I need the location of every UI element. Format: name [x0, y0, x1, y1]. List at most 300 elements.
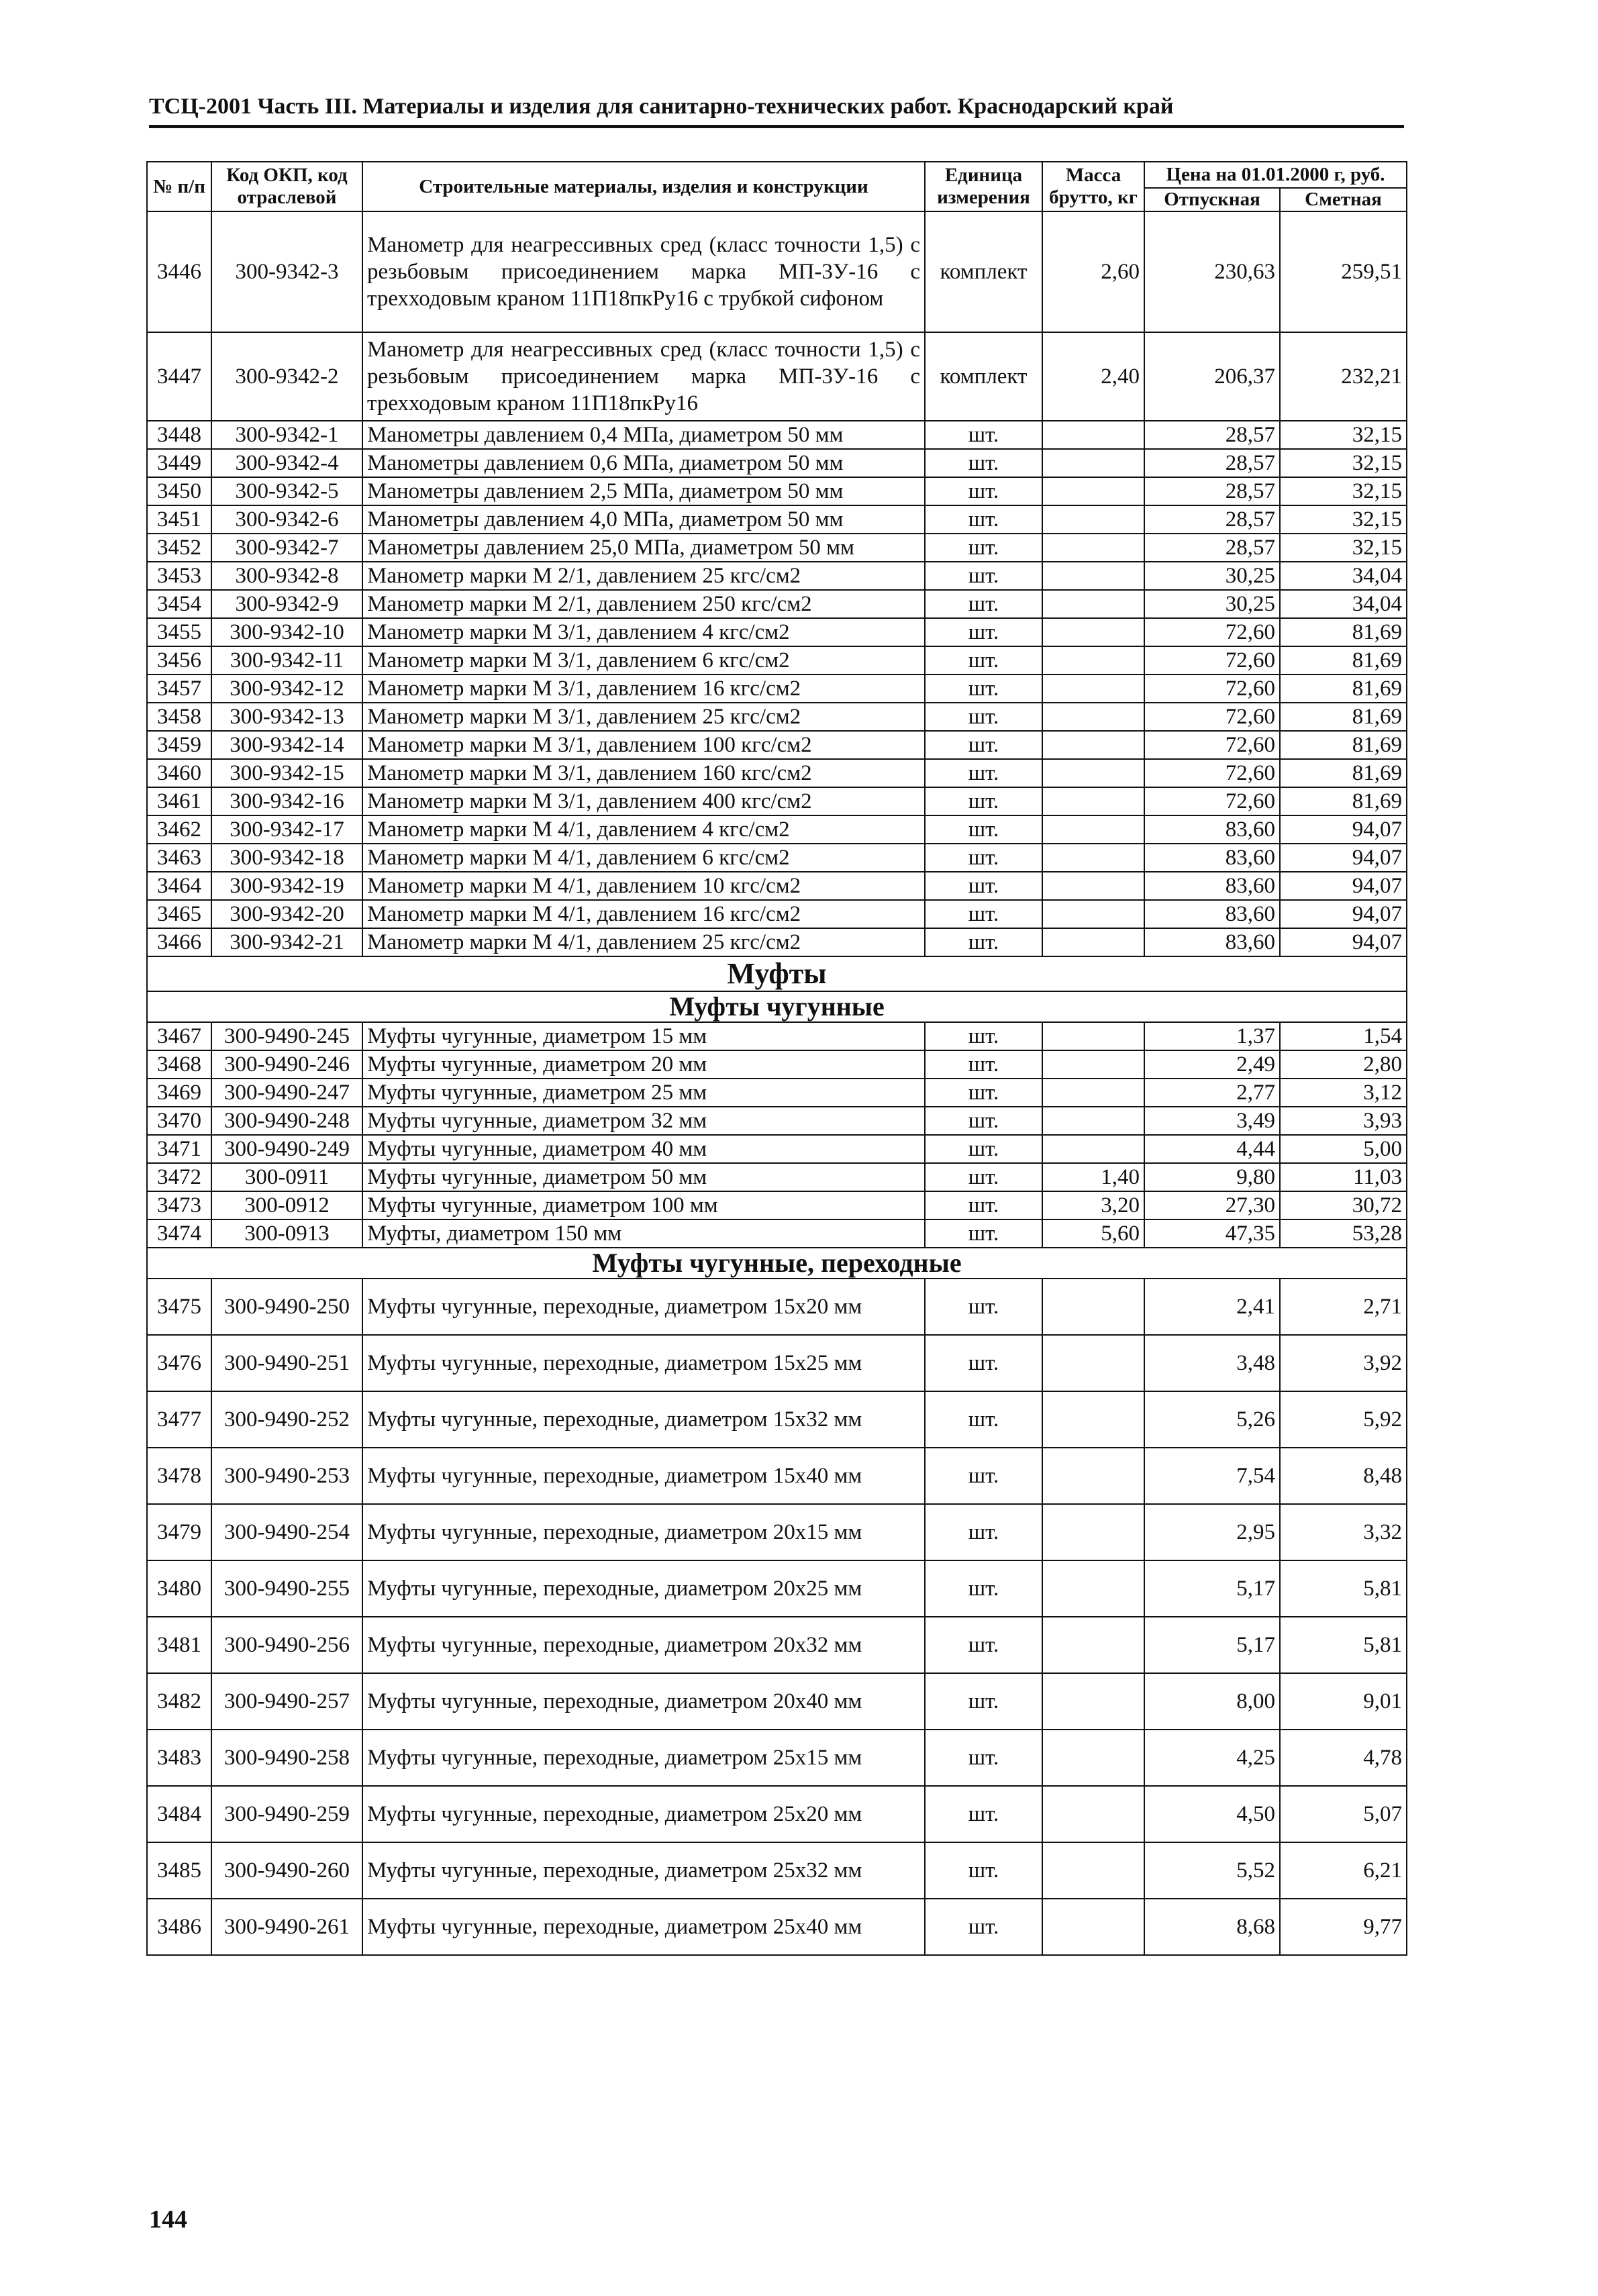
page-number: 144 — [149, 2205, 187, 2234]
release-price: 28,57 — [1144, 505, 1280, 534]
material-name: Муфты чугунные, диаметром 25 мм — [362, 1079, 925, 1107]
okp-code: 300-9342-14 — [211, 731, 362, 759]
unit-of-measure: шт. — [925, 1391, 1042, 1448]
unit-of-measure: шт. — [925, 1673, 1042, 1730]
material-name: Муфты чугунные, диаметром 50 мм — [362, 1163, 925, 1191]
row-number: 3463 — [147, 844, 211, 872]
gross-mass — [1042, 1673, 1144, 1730]
okp-code: 300-9342-3 — [211, 211, 362, 332]
release-price: 72,60 — [1144, 731, 1280, 759]
table-row — [147, 505, 1407, 534]
table-row — [147, 477, 1407, 505]
release-price: 3,49 — [1144, 1107, 1280, 1135]
material-name: Муфты чугунные, переходные, диаметром 15х25 мм — [362, 1335, 925, 1391]
col-unit-header: Единица измерения — [925, 162, 1042, 211]
release-price: 5,52 — [1144, 1842, 1280, 1899]
estimate-price: 5,07 — [1280, 1786, 1407, 1842]
material-name: Манометры давлением 2,5 МПа, диаметром 50 мм — [362, 477, 925, 505]
release-price: 2,49 — [1144, 1050, 1280, 1079]
release-price: 27,30 — [1144, 1191, 1280, 1219]
estimate-price: 2,71 — [1280, 1279, 1407, 1335]
row-number: 3448 — [147, 421, 211, 449]
table-row — [147, 1022, 1407, 1050]
row-number: 3468 — [147, 1050, 211, 1079]
release-price: 72,60 — [1144, 703, 1280, 731]
estimate-price: 81,69 — [1280, 618, 1407, 646]
unit-of-measure: шт. — [925, 1730, 1042, 1786]
row-number: 3479 — [147, 1504, 211, 1560]
release-price: 72,60 — [1144, 759, 1280, 787]
release-price: 3,48 — [1144, 1335, 1280, 1391]
gross-mass — [1042, 534, 1144, 562]
unit-of-measure: шт. — [925, 505, 1042, 534]
unit-of-measure: шт. — [925, 1163, 1042, 1191]
estimate-price: 3,93 — [1280, 1107, 1407, 1135]
unit-of-measure: шт. — [925, 1504, 1042, 1560]
estimate-price: 5,00 — [1280, 1135, 1407, 1163]
okp-code: 300-9342-1 — [211, 421, 362, 449]
row-number: 3476 — [147, 1335, 211, 1391]
unit-of-measure: шт. — [925, 1135, 1042, 1163]
material-name: Муфты чугунные, диаметром 100 мм — [362, 1191, 925, 1219]
subsection-heading-row — [147, 991, 1407, 1022]
okp-code: 300-9342-12 — [211, 675, 362, 703]
okp-code: 300-9342-20 — [211, 900, 362, 928]
gross-mass — [1042, 1107, 1144, 1135]
gross-mass — [1042, 1560, 1144, 1617]
estimate-price: 232,21 — [1280, 332, 1407, 421]
table-row — [147, 731, 1407, 759]
material-name: Манометр марки М 3/1, давлением 16 кгс/см2 — [362, 675, 925, 703]
unit-of-measure: шт. — [925, 1560, 1042, 1617]
material-name: Муфты чугунные, переходные, диаметром 15х20 мм — [362, 1279, 925, 1335]
estimate-price: 4,78 — [1280, 1730, 1407, 1786]
table-row — [147, 1786, 1407, 1842]
okp-code: 300-9490-251 — [211, 1335, 362, 1391]
material-name: Муфты чугунные, переходные, диаметром 15х32 мм — [362, 1391, 925, 1448]
material-name: Манометр марки М 3/1, давлением 100 кгс/см2 — [362, 731, 925, 759]
unit-of-measure: шт. — [925, 787, 1042, 815]
section-heading-row — [147, 956, 1407, 991]
okp-code: 300-9342-18 — [211, 844, 362, 872]
estimate-price: 259,51 — [1280, 211, 1407, 332]
gross-mass — [1042, 1899, 1144, 1955]
table-row — [147, 1107, 1407, 1135]
unit-of-measure: шт. — [925, 1899, 1042, 1955]
okp-code: 300-9490-254 — [211, 1504, 362, 1560]
gross-mass — [1042, 1730, 1144, 1786]
row-number: 3457 — [147, 675, 211, 703]
material-name: Манометр марки М 3/1, давлением 6 кгс/см2 — [362, 646, 925, 675]
row-number: 3486 — [147, 1899, 211, 1955]
materials-table — [146, 161, 1407, 1956]
gross-mass: 2,40 — [1042, 332, 1144, 421]
unit-of-measure: шт. — [925, 1219, 1042, 1248]
release-price: 72,60 — [1144, 675, 1280, 703]
okp-code: 300-9342-19 — [211, 872, 362, 900]
okp-code: 300-9342-21 — [211, 928, 362, 956]
unit-of-measure: шт. — [925, 1617, 1042, 1673]
release-price: 9,80 — [1144, 1163, 1280, 1191]
material-name: Муфты чугунные, диаметром 40 мм — [362, 1135, 925, 1163]
row-number: 3467 — [147, 1022, 211, 1050]
row-number: 3450 — [147, 477, 211, 505]
row-number: 3453 — [147, 562, 211, 590]
gross-mass — [1042, 1504, 1144, 1560]
gross-mass: 3,20 — [1042, 1191, 1144, 1219]
row-number: 3465 — [147, 900, 211, 928]
gross-mass — [1042, 1079, 1144, 1107]
estimate-price: 8,48 — [1280, 1448, 1407, 1504]
unit-of-measure: шт. — [925, 1107, 1042, 1135]
release-price: 1,37 — [1144, 1022, 1280, 1050]
estimate-price: 9,77 — [1280, 1899, 1407, 1955]
material-name: Манометры давлением 0,6 МПа, диаметром 50 мм — [362, 449, 925, 477]
unit-of-measure: шт. — [925, 590, 1042, 618]
col-num-header: № п/п — [147, 162, 211, 211]
unit-of-measure: шт. — [925, 1279, 1042, 1335]
okp-code: 300-9342-11 — [211, 646, 362, 675]
gross-mass — [1042, 421, 1144, 449]
estimate-price: 30,72 — [1280, 1191, 1407, 1219]
estimate-price: 3,32 — [1280, 1504, 1407, 1560]
gross-mass — [1042, 844, 1144, 872]
material-name: Манометр марки М 3/1, давлением 160 кгс/см2 — [362, 759, 925, 787]
row-number: 3459 — [147, 731, 211, 759]
table-body — [147, 211, 1407, 1955]
gross-mass — [1042, 872, 1144, 900]
table-row — [147, 675, 1407, 703]
unit-of-measure: шт. — [925, 1786, 1042, 1842]
unit-of-measure: шт. — [925, 900, 1042, 928]
col-price-header: Цена на 01.01.2000 г, руб. — [1144, 162, 1407, 188]
okp-code: 300-9342-4 — [211, 449, 362, 477]
okp-code: 300-9490-248 — [211, 1107, 362, 1135]
material-name: Муфты чугунные, переходные, диаметром 20х40 мм — [362, 1673, 925, 1730]
release-price: 72,60 — [1144, 618, 1280, 646]
row-number: 3446 — [147, 211, 211, 332]
release-price: 72,60 — [1144, 787, 1280, 815]
row-number: 3477 — [147, 1391, 211, 1448]
unit-of-measure: шт. — [925, 731, 1042, 759]
gross-mass — [1042, 1135, 1144, 1163]
row-number: 3472 — [147, 1163, 211, 1191]
table-row — [147, 1335, 1407, 1391]
gross-mass — [1042, 928, 1144, 956]
material-name: Муфты чугунные, диаметром 32 мм — [362, 1107, 925, 1135]
okp-code: 300-9342-6 — [211, 505, 362, 534]
gross-mass: 2,60 — [1042, 211, 1144, 332]
estimate-price: 6,21 — [1280, 1842, 1407, 1899]
okp-code: 300-9342-8 — [211, 562, 362, 590]
estimate-price: 81,69 — [1280, 675, 1407, 703]
table-row — [147, 928, 1407, 956]
table-row — [147, 534, 1407, 562]
page-header: ТСЦ-2001 Часть III. Материалы и изделия для санитарно-технических работ. Краснодарский край — [149, 94, 1404, 128]
section-heading: Муфты — [147, 956, 1407, 991]
gross-mass — [1042, 590, 1144, 618]
table-row — [147, 703, 1407, 731]
okp-code: 300-9342-15 — [211, 759, 362, 787]
gross-mass — [1042, 505, 1144, 534]
okp-code: 300-9490-256 — [211, 1617, 362, 1673]
subsection-heading: Муфты чугунные — [147, 991, 1407, 1022]
row-number: 3456 — [147, 646, 211, 675]
material-name: Муфты чугунные, переходные, диаметром 15х40 мм — [362, 1448, 925, 1504]
estimate-price: 81,69 — [1280, 759, 1407, 787]
release-price: 4,50 — [1144, 1786, 1280, 1842]
material-name: Муфты чугунные, переходные, диаметром 20х25 мм — [362, 1560, 925, 1617]
estimate-price: 5,81 — [1280, 1560, 1407, 1617]
material-name: Муфты чугунные, переходные, диаметром 25х20 мм — [362, 1786, 925, 1842]
okp-code: 300-9342-10 — [211, 618, 362, 646]
okp-code: 300-9490-246 — [211, 1050, 362, 1079]
okp-code: 300-9490-259 — [211, 1786, 362, 1842]
table-row — [147, 900, 1407, 928]
release-price: 83,60 — [1144, 815, 1280, 844]
unit-of-measure: шт. — [925, 928, 1042, 956]
row-number: 3466 — [147, 928, 211, 956]
row-number: 3481 — [147, 1617, 211, 1673]
estimate-price: 32,15 — [1280, 449, 1407, 477]
col-code-header: Код ОКП, код отраслевой — [211, 162, 362, 211]
release-price: 83,60 — [1144, 900, 1280, 928]
gross-mass — [1042, 1448, 1144, 1504]
release-price: 7,54 — [1144, 1448, 1280, 1504]
gross-mass — [1042, 1022, 1144, 1050]
unit-of-measure: шт. — [925, 1022, 1042, 1050]
material-name: Манометр марки М 2/1, давлением 250 кгс/см2 — [362, 590, 925, 618]
table-row — [147, 590, 1407, 618]
gross-mass: 1,40 — [1042, 1163, 1144, 1191]
gross-mass — [1042, 900, 1144, 928]
estimate-price: 32,15 — [1280, 534, 1407, 562]
estimate-price: 34,04 — [1280, 590, 1407, 618]
row-number: 3478 — [147, 1448, 211, 1504]
col-mass-header: Масса брутто, кг — [1042, 162, 1144, 211]
okp-code: 300-0911 — [211, 1163, 362, 1191]
release-price: 28,57 — [1144, 477, 1280, 505]
okp-code: 300-9490-252 — [211, 1391, 362, 1448]
gross-mass — [1042, 1050, 1144, 1079]
material-name: Манометр марки М 3/1, давлением 4 кгс/см2 — [362, 618, 925, 646]
estimate-price: 32,15 — [1280, 477, 1407, 505]
material-name: Манометры давлением 0,4 МПа, диаметром 50 мм — [362, 421, 925, 449]
row-number: 3451 — [147, 505, 211, 534]
estimate-price: 81,69 — [1280, 703, 1407, 731]
okp-code: 300-9342-16 — [211, 787, 362, 815]
unit-of-measure: шт. — [925, 1191, 1042, 1219]
table-row — [147, 1448, 1407, 1504]
table-row — [147, 1842, 1407, 1899]
release-price: 72,60 — [1144, 646, 1280, 675]
row-number: 3483 — [147, 1730, 211, 1786]
estimate-price: 81,69 — [1280, 646, 1407, 675]
release-price: 2,77 — [1144, 1079, 1280, 1107]
table-row — [147, 815, 1407, 844]
material-name: Манометр для неагрессивных сред (класс точности 1,5) с резьбовым присоединением марка МП-3У-16 с трехходовым краном 11П18пкРу16 с трубкой сифоном — [362, 211, 925, 332]
release-price: 2,41 — [1144, 1279, 1280, 1335]
estimate-price: 3,92 — [1280, 1335, 1407, 1391]
table-row — [147, 1219, 1407, 1248]
unit-of-measure: комплект — [925, 332, 1042, 421]
release-price: 83,60 — [1144, 872, 1280, 900]
estimate-price: 32,15 — [1280, 421, 1407, 449]
gross-mass — [1042, 787, 1144, 815]
estimate-price: 81,69 — [1280, 787, 1407, 815]
unit-of-measure: шт. — [925, 872, 1042, 900]
material-name: Муфты чугунные, переходные, диаметром 25х15 мм — [362, 1730, 925, 1786]
okp-code: 300-9490-250 — [211, 1279, 362, 1335]
release-price: 83,60 — [1144, 928, 1280, 956]
okp-code: 300-9342-9 — [211, 590, 362, 618]
release-price: 28,57 — [1144, 534, 1280, 562]
table-row — [147, 1617, 1407, 1673]
okp-code: 300-9342-7 — [211, 534, 362, 562]
gross-mass — [1042, 675, 1144, 703]
row-number: 3455 — [147, 618, 211, 646]
unit-of-measure: шт. — [925, 449, 1042, 477]
unit-of-measure: шт. — [925, 759, 1042, 787]
unit-of-measure: шт. — [925, 1050, 1042, 1079]
row-number: 3462 — [147, 815, 211, 844]
row-number: 3473 — [147, 1191, 211, 1219]
release-price: 28,57 — [1144, 421, 1280, 449]
gross-mass — [1042, 477, 1144, 505]
row-number: 3461 — [147, 787, 211, 815]
table-row — [147, 1899, 1407, 1955]
okp-code: 300-0913 — [211, 1219, 362, 1248]
gross-mass — [1042, 618, 1144, 646]
material-name: Манометр марки М 4/1, давлением 4 кгс/см2 — [362, 815, 925, 844]
okp-code: 300-9342-13 — [211, 703, 362, 731]
col-name-header: Строительные материалы, изделия и конструкции — [362, 162, 925, 211]
material-name: Манометр марки М 3/1, давлением 400 кгс/см2 — [362, 787, 925, 815]
unit-of-measure: шт. — [925, 815, 1042, 844]
material-name: Муфты чугунные, диаметром 15 мм — [362, 1022, 925, 1050]
material-name: Манометр марки М 4/1, давлением 25 кгс/см2 — [362, 928, 925, 956]
unit-of-measure: шт. — [925, 562, 1042, 590]
table-row — [147, 562, 1407, 590]
row-number: 3452 — [147, 534, 211, 562]
gross-mass — [1042, 449, 1144, 477]
release-price: 30,25 — [1144, 590, 1280, 618]
gross-mass — [1042, 703, 1144, 731]
gross-mass — [1042, 759, 1144, 787]
row-number: 3458 — [147, 703, 211, 731]
table-row — [147, 332, 1407, 421]
table-row — [147, 787, 1407, 815]
unit-of-measure: шт. — [925, 675, 1042, 703]
table-row — [147, 1050, 1407, 1079]
estimate-price: 34,04 — [1280, 562, 1407, 590]
unit-of-measure: шт. — [925, 646, 1042, 675]
row-number: 3480 — [147, 1560, 211, 1617]
release-price: 83,60 — [1144, 844, 1280, 872]
okp-code: 300-9342-2 — [211, 332, 362, 421]
table-row — [147, 1730, 1407, 1786]
unit-of-measure: шт. — [925, 618, 1042, 646]
material-name: Муфты чугунные, переходные, диаметром 20х15 мм — [362, 1504, 925, 1560]
estimate-price: 9,01 — [1280, 1673, 1407, 1730]
unit-of-measure: шт. — [925, 844, 1042, 872]
gross-mass — [1042, 1279, 1144, 1335]
row-number: 3471 — [147, 1135, 211, 1163]
row-number: 3454 — [147, 590, 211, 618]
estimate-price: 1,54 — [1280, 1022, 1407, 1050]
gross-mass — [1042, 1786, 1144, 1842]
estimate-price: 94,07 — [1280, 872, 1407, 900]
estimate-price: 3,12 — [1280, 1079, 1407, 1107]
gross-mass — [1042, 1617, 1144, 1673]
row-number: 3482 — [147, 1673, 211, 1730]
release-price: 8,00 — [1144, 1673, 1280, 1730]
material-name: Муфты чугунные, переходные, диаметром 25х40 мм — [362, 1899, 925, 1955]
material-name: Манометры давлением 25,0 МПа, диаметром 50 мм — [362, 534, 925, 562]
table-row — [147, 421, 1407, 449]
table-row — [147, 1279, 1407, 1335]
material-name: Муфты чугунные, диаметром 20 мм — [362, 1050, 925, 1079]
gross-mass — [1042, 1335, 1144, 1391]
row-number: 3447 — [147, 332, 211, 421]
unit-of-measure: комплект — [925, 211, 1042, 332]
row-number: 3475 — [147, 1279, 211, 1335]
release-price: 5,26 — [1144, 1391, 1280, 1448]
material-name: Манометр для неагрессивных сред (класс точности 1,5) с резьбовым присоединением марка МП-3У-16 с трехходовым краном 11П18пкРу16 — [362, 332, 925, 421]
okp-code: 300-9490-257 — [211, 1673, 362, 1730]
row-number: 3449 — [147, 449, 211, 477]
gross-mass — [1042, 815, 1144, 844]
estimate-price: 32,15 — [1280, 505, 1407, 534]
release-price: 8,68 — [1144, 1899, 1280, 1955]
table-row — [147, 211, 1407, 332]
estimate-price: 94,07 — [1280, 844, 1407, 872]
estimate-price: 94,07 — [1280, 928, 1407, 956]
estimate-price: 5,81 — [1280, 1617, 1407, 1673]
release-price: 4,44 — [1144, 1135, 1280, 1163]
okp-code: 300-9490-247 — [211, 1079, 362, 1107]
material-name: Манометр марки М 3/1, давлением 25 кгс/см2 — [362, 703, 925, 731]
release-price: 30,25 — [1144, 562, 1280, 590]
row-number: 3460 — [147, 759, 211, 787]
table-row — [147, 1135, 1407, 1163]
okp-code: 300-0912 — [211, 1191, 362, 1219]
release-price: 206,37 — [1144, 332, 1280, 421]
table-row — [147, 1504, 1407, 1560]
material-name: Муфты, диаметром 150 мм — [362, 1219, 925, 1248]
unit-of-measure: шт. — [925, 534, 1042, 562]
unit-of-measure: шт. — [925, 1335, 1042, 1391]
unit-of-measure: шт. — [925, 421, 1042, 449]
col-release-header: Отпускная — [1144, 188, 1280, 211]
okp-code: 300-9342-17 — [211, 815, 362, 844]
row-number: 3484 — [147, 1786, 211, 1842]
gross-mass: 5,60 — [1042, 1219, 1144, 1248]
estimate-price: 5,92 — [1280, 1391, 1407, 1448]
estimate-price: 94,07 — [1280, 900, 1407, 928]
table-row — [147, 618, 1407, 646]
table-row — [147, 1560, 1407, 1617]
table-row — [147, 1079, 1407, 1107]
table-row — [147, 1673, 1407, 1730]
table-header — [147, 162, 1407, 211]
release-price: 230,63 — [1144, 211, 1280, 332]
unit-of-measure: шт. — [925, 1079, 1042, 1107]
release-price: 47,35 — [1144, 1219, 1280, 1248]
row-number: 3464 — [147, 872, 211, 900]
table-row — [147, 1163, 1407, 1191]
material-name: Манометры давлением 4,0 МПа, диаметром 50 мм — [362, 505, 925, 534]
